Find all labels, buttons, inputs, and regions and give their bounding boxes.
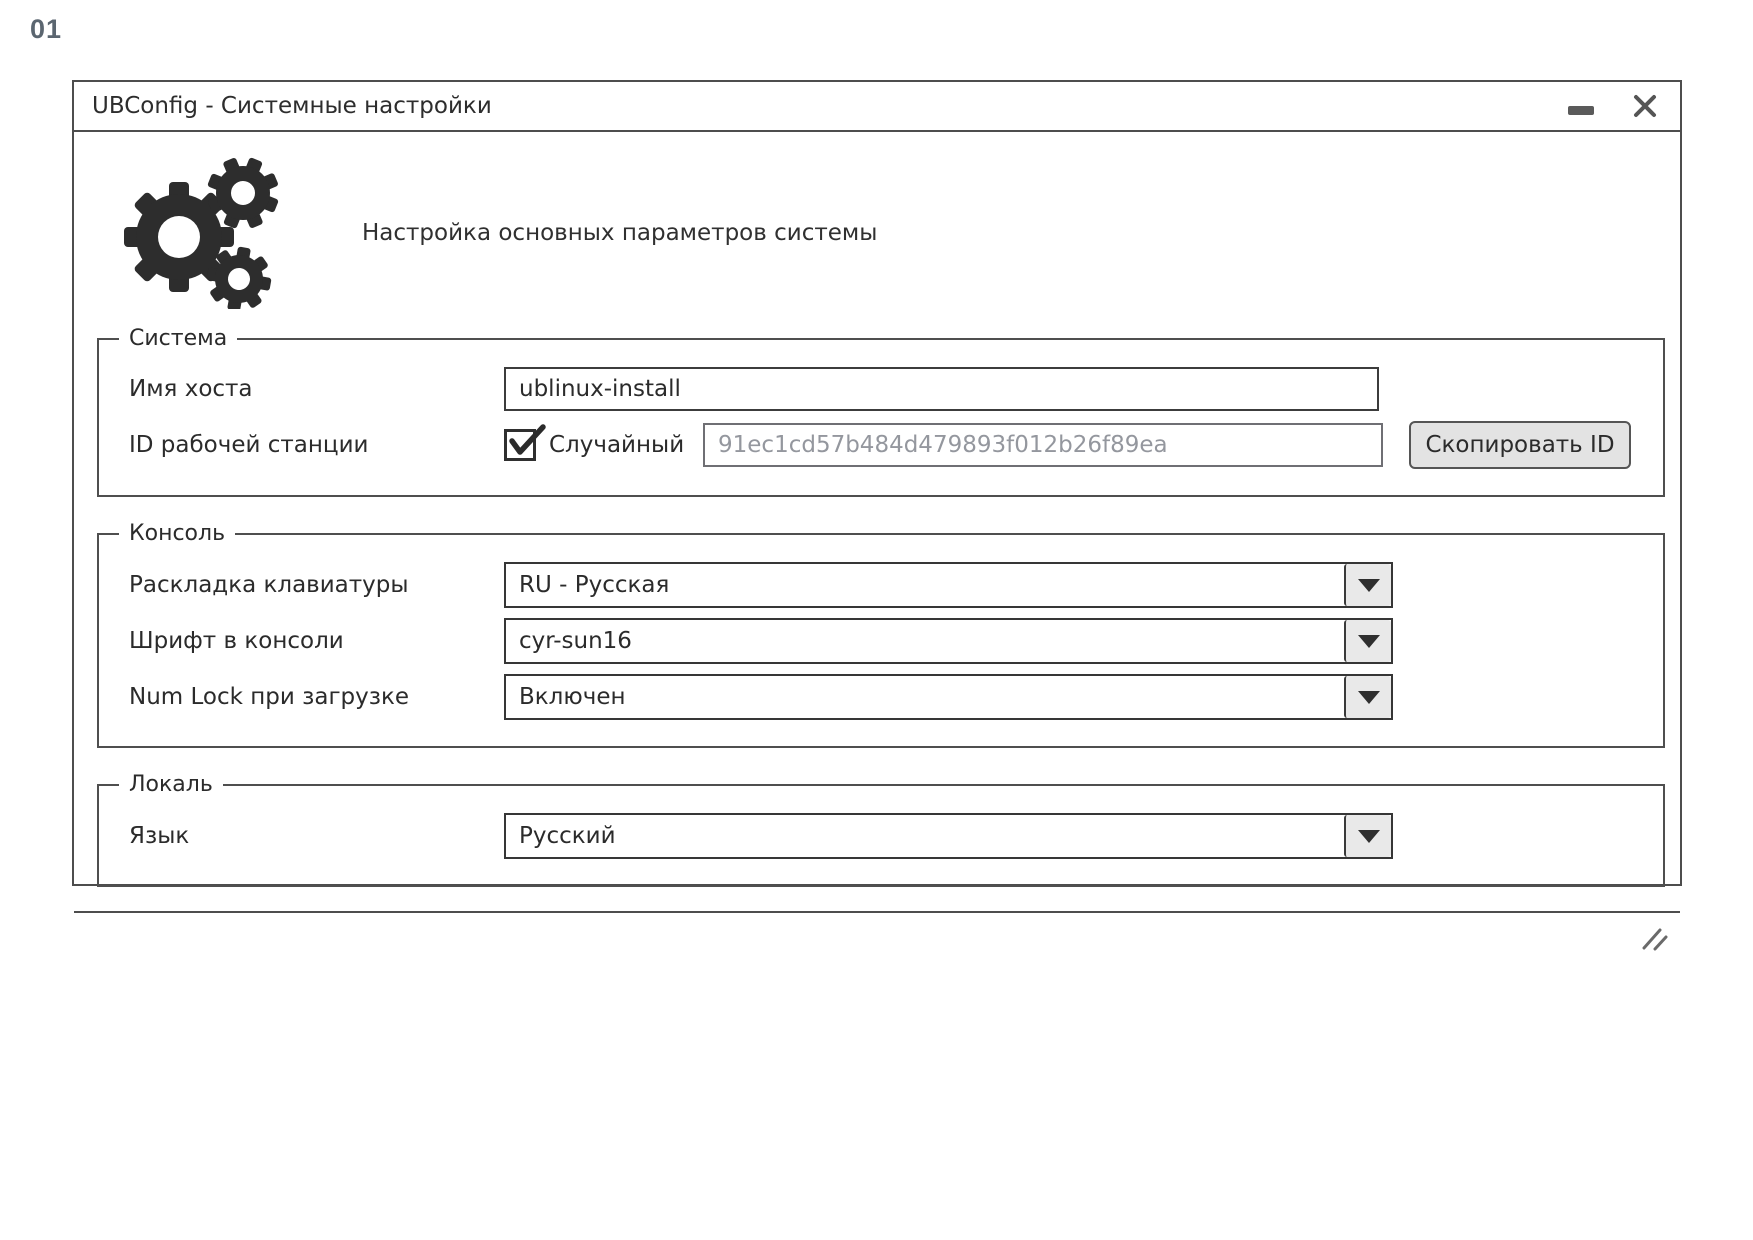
checkmark-icon <box>505 421 547 461</box>
hostname-label: Имя хоста <box>129 376 253 402</box>
window-content <box>74 132 1680 911</box>
dropdown-arrow-button[interactable] <box>1344 564 1391 606</box>
checkbox-box <box>504 429 536 461</box>
app-description: Настройка основных параметров системы <box>362 220 878 246</box>
random-checkbox[interactable] <box>504 429 703 461</box>
console-font-dropdown[interactable] <box>504 618 1393 664</box>
locale-group <box>97 772 1665 887</box>
console-group-legend: Консоль <box>129 521 226 546</box>
dropdown-arrow-button[interactable] <box>1344 676 1391 718</box>
caret-down-icon <box>1358 830 1380 843</box>
keyboard-layout-value: RU - Русская <box>519 572 670 598</box>
minimize-icon <box>1568 106 1594 115</box>
language-dropdown[interactable] <box>504 813 1393 859</box>
hostname-input[interactable] <box>504 367 1379 411</box>
figure-label: 01 <box>30 14 63 44</box>
titlebar <box>74 82 1680 132</box>
app-header <box>97 158 1665 308</box>
window-title: UBConfig - Системные настройки <box>92 93 492 119</box>
console-group <box>97 521 1665 748</box>
keyboard-layout-label: Раскладка клавиатуры <box>129 572 409 598</box>
locale-group-legend: Локаль <box>129 772 213 797</box>
console-font-row <box>99 618 1663 664</box>
dropdown-arrow-button[interactable] <box>1344 815 1391 857</box>
statusbar <box>74 911 1680 959</box>
minimize-button[interactable] <box>1564 91 1598 121</box>
resize-handle[interactable] <box>1640 925 1670 951</box>
gears-icon <box>115 157 290 309</box>
numlock-row <box>99 674 1663 720</box>
language-value: Русский <box>519 823 616 849</box>
numlock-label: Num Lock при загрузке <box>129 684 410 710</box>
language-row <box>99 813 1663 859</box>
ubconfig-window <box>72 80 1682 886</box>
close-button[interactable] <box>1628 91 1662 121</box>
caret-down-icon <box>1358 691 1380 704</box>
console-font-label: Шрифт в консоли <box>129 628 344 654</box>
console-font-value: cyr-sun16 <box>519 628 632 654</box>
workstation-id-label: ID рабочей станции <box>129 432 369 458</box>
hostname-row <box>99 367 1663 411</box>
keyboard-layout-dropdown[interactable] <box>504 562 1393 608</box>
workstation-id-input[interactable] <box>703 423 1383 467</box>
copy-id-button[interactable]: Скопировать ID <box>1409 421 1631 469</box>
dropdown-arrow-button[interactable] <box>1344 620 1391 662</box>
close-icon <box>1631 92 1659 120</box>
language-label: Язык <box>129 823 190 849</box>
numlock-value: Включен <box>519 684 626 710</box>
keyboard-layout-row <box>99 562 1663 608</box>
workstation-id-row <box>99 421 1663 469</box>
caret-down-icon <box>1358 579 1380 592</box>
random-checkbox-label: Случайный <box>549 432 685 458</box>
caret-down-icon <box>1358 635 1380 648</box>
system-group <box>97 326 1665 497</box>
numlock-dropdown[interactable] <box>504 674 1393 720</box>
system-group-legend: Система <box>129 326 228 351</box>
